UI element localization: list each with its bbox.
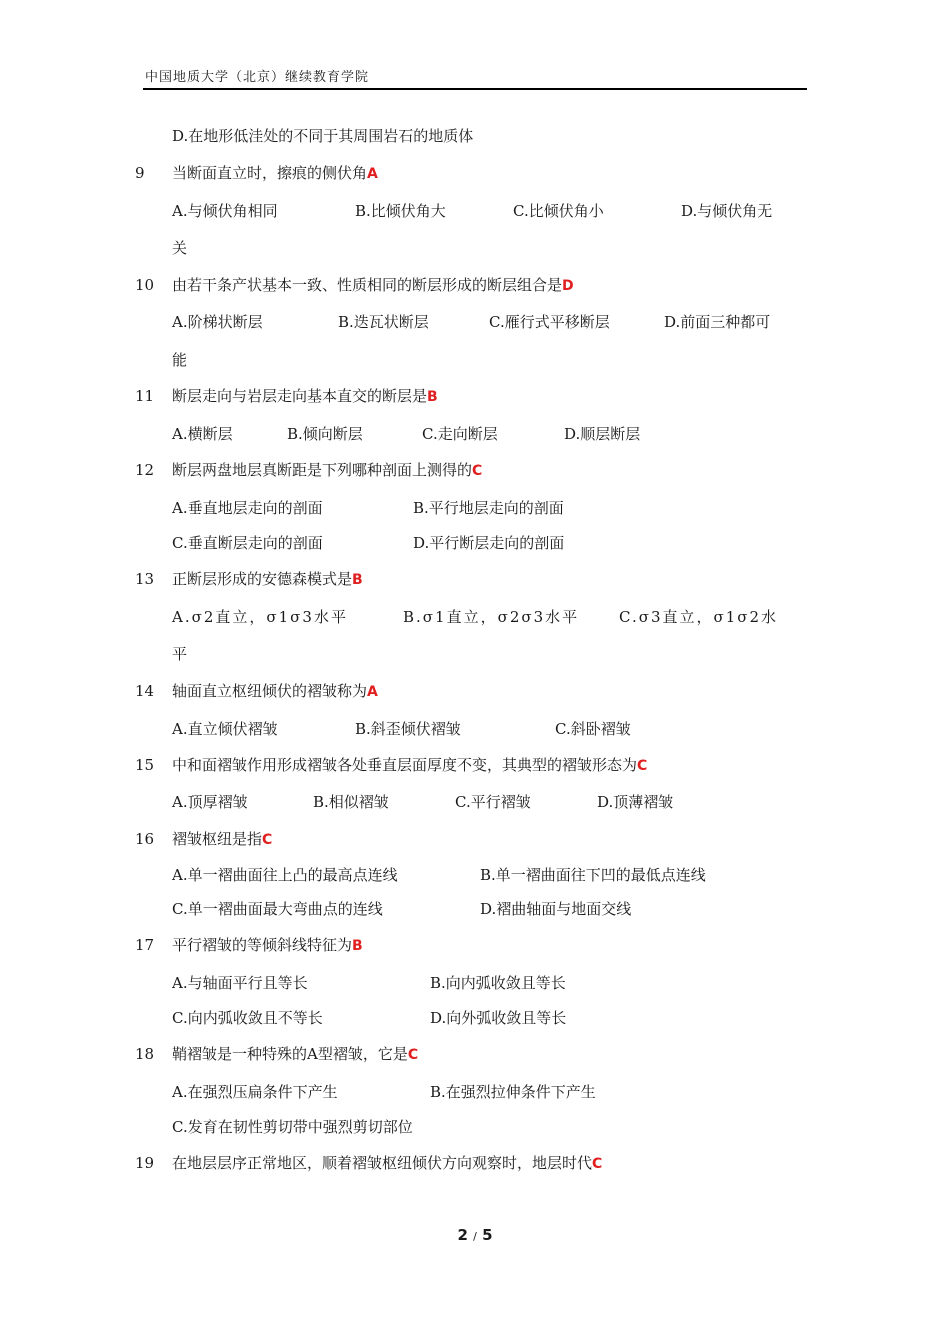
option-a: A.阶梯状断层	[172, 313, 263, 331]
option-a: A.单一褶曲面往上凸的最高点连线	[172, 866, 398, 884]
option-a: A.σ2直立，σ1σ3水平	[172, 608, 348, 626]
option-b: B.比倾伏角大	[355, 202, 446, 220]
question-text: 正断层形成的安德森模式是	[172, 570, 353, 588]
answer-key: B	[352, 938, 363, 954]
question-number: 13	[135, 570, 155, 588]
question-number: 14	[135, 682, 155, 700]
question-15	[172, 755, 647, 776]
answer-key: A	[367, 166, 378, 182]
question-text: 中和面褶皱作用形成褶皱各处垂直层面厚度不变，其典型的褶皱形态为	[172, 756, 638, 774]
question-number: 11	[135, 387, 155, 405]
question-text: 在地层层序正常地区，顺着褶皱枢纽倾伏方向观察时，地层时代	[172, 1154, 593, 1172]
option-c: C.比倾伏角小	[513, 202, 604, 220]
option-a: A.在强烈压扁条件下产生	[172, 1083, 338, 1101]
page-separator: /	[473, 1230, 477, 1243]
option-c: C.斜卧褶皱	[555, 720, 631, 738]
question-12	[172, 460, 482, 481]
option-continuation: 关	[172, 239, 188, 257]
question-18	[172, 1044, 418, 1065]
option-a: A.与倾伏角相同	[172, 202, 278, 220]
question-16	[172, 829, 272, 850]
question-number: 18	[135, 1045, 155, 1063]
answer-key: A	[367, 684, 378, 700]
question-13	[172, 569, 363, 590]
question-number: 16	[135, 830, 155, 848]
answer-key: C	[592, 1156, 603, 1172]
option-c: C.发育在韧性剪切带中强烈剪切部位	[172, 1118, 413, 1136]
option-b: B.倾向断层	[287, 425, 363, 443]
total-pages: 5	[482, 1226, 493, 1244]
option-c: C.平行褶皱	[455, 793, 531, 811]
option-d: D.前面三种都可	[664, 313, 771, 331]
option-b: B.单一褶曲面往下凹的最低点连线	[480, 866, 706, 884]
question-text: 当断面直立时，擦痕的侧伏角	[172, 164, 368, 182]
question-text: 由若干条产状基本一致、性质相同的断层形成的断层组合是	[172, 276, 563, 294]
answer-key: C	[407, 1047, 419, 1063]
option-c: C.雁行式平移断层	[489, 313, 610, 331]
question-number: 12	[135, 461, 155, 479]
question-11	[172, 386, 438, 407]
question-10	[172, 275, 574, 296]
header-rule	[143, 88, 807, 90]
question-number: 10	[135, 276, 155, 294]
answer-key: B	[427, 389, 438, 405]
option-b: B.向内弧收敛且等长	[430, 974, 566, 992]
question-number: 17	[135, 936, 155, 954]
question-19	[172, 1153, 602, 1174]
option-d: D.与倾伏角无	[681, 202, 773, 220]
option-d: D.平行断层走向的剖面	[413, 534, 565, 552]
q8-option-d: D.在地形低洼处的不同于其周围岩石的地质体	[172, 127, 474, 145]
answer-key: C	[472, 463, 483, 479]
question-number: 19	[135, 1154, 155, 1172]
question-14	[172, 681, 378, 702]
question-text: 断层走向与岩层走向基本直交的断层是	[172, 387, 428, 405]
option-c: C.单一褶曲面最大弯曲点的连线	[172, 900, 383, 918]
option-c: C.走向断层	[422, 425, 498, 443]
option-b: B.斜歪倾伏褶皱	[355, 720, 461, 738]
page-number	[0, 1226, 950, 1244]
question-number: 15	[135, 756, 155, 774]
answer-key: C	[637, 758, 648, 774]
option-a: A.横断层	[172, 425, 233, 443]
question-text: 褶皱枢纽是指	[172, 830, 263, 848]
option-b: B.相似褶皱	[313, 793, 389, 811]
option-d: D.顶薄褶皱	[597, 793, 674, 811]
answer-key: D	[562, 278, 574, 294]
question-number: 9	[135, 164, 145, 182]
institution-header: 中国地质大学（北京）继续教育学院	[145, 70, 370, 85]
option-continuation: 平	[172, 645, 188, 663]
question-text: 断层两盘地层真断距是下列哪种剖面上测得的	[172, 461, 473, 479]
question-17	[172, 935, 363, 956]
option-b: B.在强烈拉伸条件下产生	[430, 1083, 596, 1101]
answer-key: B	[352, 572, 363, 588]
option-b: B.σ1直立，σ2σ3水平	[403, 608, 580, 626]
question-text: 轴面直立枢纽倾伏的褶皱称为	[172, 682, 368, 700]
current-page: 2	[457, 1226, 468, 1244]
option-b: B.迭瓦状断层	[338, 313, 429, 331]
option-c: C.σ3直立，σ1σ2水	[619, 608, 779, 626]
question-9	[172, 163, 378, 184]
option-a: A.与轴面平行且等长	[172, 974, 308, 992]
option-a: A.顶厚褶皱	[172, 793, 248, 811]
option-a: A.直立倾伏褶皱	[172, 720, 278, 738]
option-d: D.褶曲轴面与地面交线	[480, 900, 632, 918]
option-d: D.向外弧收敛且等长	[430, 1009, 567, 1027]
question-text: 鞘褶皱是一种特殊的A型褶皱，它是	[172, 1045, 408, 1063]
option-b: B.平行地层走向的剖面	[413, 499, 564, 517]
option-c: C.向内弧收敛且不等长	[172, 1009, 323, 1027]
option-continuation: 能	[172, 351, 188, 369]
answer-key: C	[262, 832, 273, 848]
option-c: C.垂直断层走向的剖面	[172, 534, 323, 552]
option-a: A.垂直地层走向的剖面	[172, 499, 323, 517]
option-d: D.顺层断层	[564, 425, 641, 443]
question-text: 平行褶皱的等倾斜线特征为	[172, 936, 353, 954]
